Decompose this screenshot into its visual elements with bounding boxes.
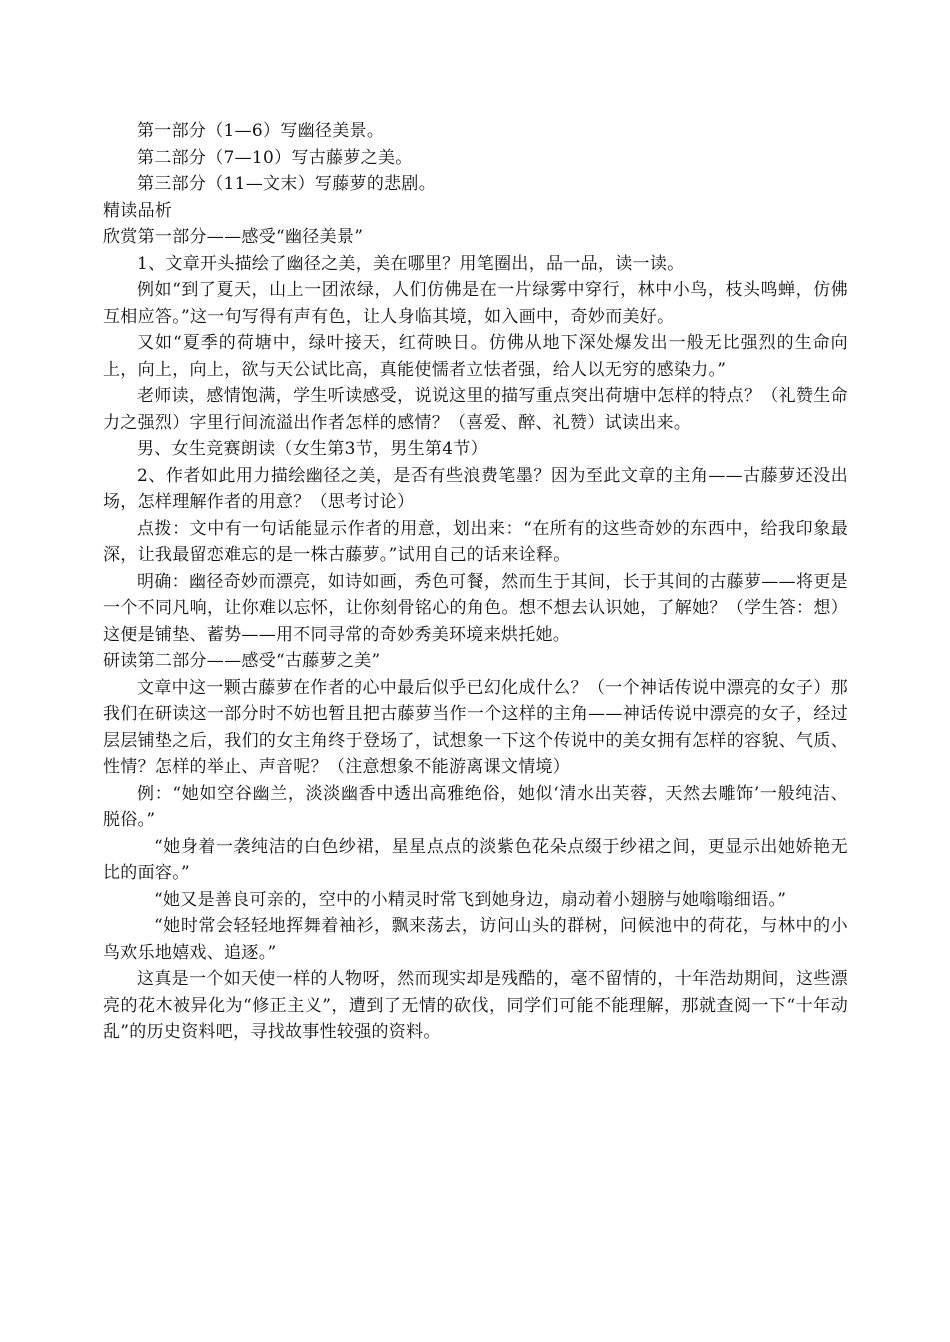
outline-part-1: 第一部分（1—6）写幽径美景。 bbox=[137, 121, 385, 141]
example-lotus: 又如“夏季的荷塘中，绿叶接天，红荷映日。仿佛从地下深处爆发出一般无比强烈的生命向上，向上，向上，欲与天公试比高，真能使懦者立怯者强，给人以无穷的感染力。” bbox=[103, 333, 848, 380]
reading-contest: 男、女生竞赛朗读（女生第3节，男生第4节） bbox=[137, 439, 488, 459]
section-heading-part-2: 研读第二部分——感受“古藤萝之美” bbox=[103, 651, 381, 671]
outline-part-2: 第二部分（7—10）写古藤萝之美。 bbox=[137, 147, 413, 168]
question-1: 1、文章开头描绘了幽径之美，美在哪里？用笔圈出，品一品，读一读。 bbox=[137, 253, 685, 274]
section-heading-part-1: 欣赏第一部分——感受“幽径美景” bbox=[103, 227, 364, 247]
imagination-prompt: 文章中这一颗古藤萝在作者的心中最后似乎已幻化成什么？（一个神话传说中漂亮的女子）那我们在研读这一部分时不妨也暂且把古藤萝当作一个这样的主角——神话传说中漂亮的女子，经过层层铺垫之后，我们的女主角终于登场了，试想象一下这个传说中的美女拥有怎样的容貌、气质、性情？怎样的举止、声音呢？（注意想象不能游离课文情境） bbox=[103, 677, 848, 777]
tragedy-paragraph: 这真是一个如天使一样的人物呀，然而现实却是残酷的，毫不留情的，十年浩劫期间，这些漂亮的花木被异化为“修正主义”，遭到了无情的砍伐，同学们可能不能理解，那就查阅一下“十年动乱”的历史资料吧，寻找故事性较强的资料。 bbox=[103, 969, 848, 1042]
teacher-reading: 老师读，感情饱满，学生听读感受，说说这里的描写重点突出荷塘中怎样的特点？（礼赞生命力之强烈）字里行间流溢出作者怎样的感情？（喜爱、醉、礼赞）试读出来。 bbox=[103, 386, 848, 433]
hint-paragraph: 点拨：文中有一句话能显示作者的用意，划出来：“在所有的这些奇妙的东西中，给我印象最深，让我最留恋难忘的是一株古藤萝。”试用自己的话来诠释。 bbox=[103, 518, 848, 565]
outline-part-3: 第三部分（11—文末）写藤萝的悲剧。 bbox=[137, 174, 437, 194]
document-body bbox=[103, 118, 848, 1046]
example-dance: “她时常会轻轻地挥舞着袖衫，飘来荡去，访问山头的群树，问候池中的荷花，与林中的小鸟欢乐地嬉戏、追逐。” bbox=[103, 916, 848, 963]
section-heading-close-reading: 精读品析 bbox=[103, 200, 173, 221]
question-2: 2、作者如此用力描绘幽径之美，是否有些浪费笔墨？因为至此文章的主角——古藤萝还没出场，怎样理解作者的用意？（思考讨论） bbox=[103, 465, 848, 512]
example-kind: “她又是善良可亲的，空中的小精灵时常飞到她身边，扇动着小翅膀与她嗡嗡细语。” bbox=[154, 889, 787, 910]
example-orchid: 例：“她如空谷幽兰，淡淡幽香中透出高雅绝俗，她似‘清水出芙蓉，天然去雕饰’一般纯洁、脱俗。” bbox=[103, 783, 848, 830]
example-summer: 例如“到了夏天，山上一团浓绿，人们仿佛是在一片绿雾中穿行，林中小鸟，枝头鸣蝉，仿佛互相应答。”这一句写得有声有色，让人身临其境，如入画中，奇妙而美好。 bbox=[103, 280, 848, 327]
example-white-gown: “她身着一袭纯洁的白色纱裙，星星点点的淡紫色花朵点缀于纱裙之间，更显示出她娇艳无比的面容。” bbox=[103, 836, 848, 883]
clarification-paragraph: 明确：幽径奇妙而漂亮，如诗如画，秀色可餐，然而生于其间，长于其间的古藤萝——将更是一个不同凡响，让你难以忘怀，让你刻骨铭心的角色。想不想去认识她，了解她？（学生答：想）这便是铺垫、蓄势——用不同寻常的奇妙秀美环境来烘托她。 bbox=[103, 571, 848, 645]
